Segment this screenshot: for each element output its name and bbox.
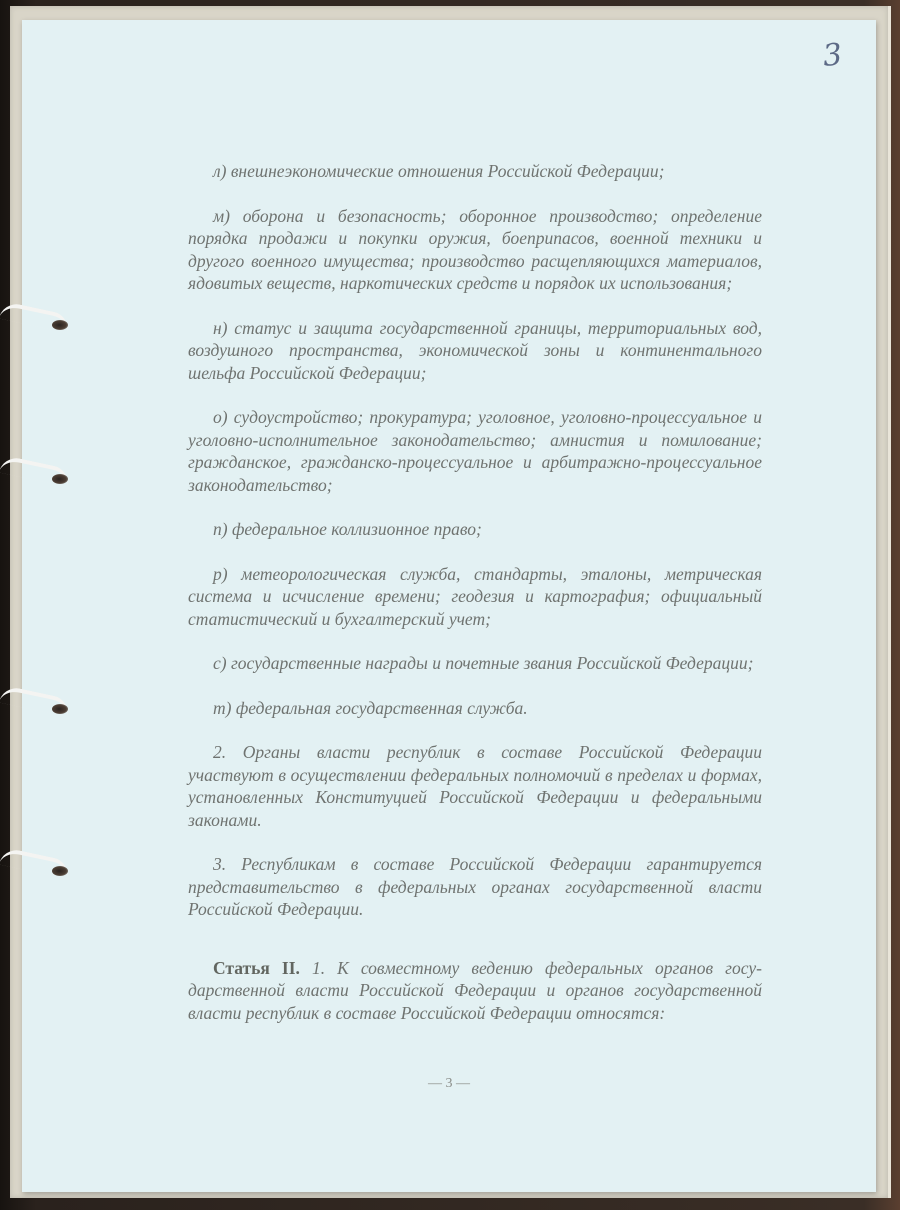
punch-hole <box>52 704 68 714</box>
paragraph-s: с) государственные награды и почетные звания Российской Федерации; <box>213 653 754 673</box>
paragraph-o: о) судоустройство; прокуратура; уголовное, уголовно-процессуальное и уголовно-исполнительное законодательство; амнистия и помилование; гражданское, гражданско-процессуальное и арбитражно-процессуальное законодательство; <box>188 407 762 495</box>
paragraph-3: 3. Республикам в составе Российской Федерации гарантируется представительство в федеральных органах государственной власти Российской Федерации. <box>188 854 762 919</box>
document-page <box>22 20 876 1192</box>
paragraph-2: 2. Органы власти республик в составе Российской Федерации участвуют в осуществлении федеральных полномочий в пределах и формах, установленных Конституцией Российской Федерации и федеральными законами. <box>188 742 762 830</box>
punch-hole <box>52 320 68 330</box>
page-number: — 3 — <box>428 1076 470 1091</box>
punch-hole <box>52 866 68 876</box>
document-body <box>188 160 762 1046</box>
paragraph-l: л) внешнеэкономические отношения Российской Федерации; <box>213 161 665 181</box>
article-text: 1. К совместному ведению федеральных органов государственной власти Российской Федерации и органов государственной власти республик в составе Российской Федерации относятся: <box>188 957 762 1023</box>
paragraph-r: р) метеорологическая служба, стандарты, эталоны, метрическая система и исчисление времени; геодезия и картография; официальный статистический и бухгалтерский учет; <box>188 563 762 629</box>
paragraph-p: п) федеральное коллизионное право; <box>213 519 482 539</box>
punch-hole <box>52 474 68 484</box>
handwritten-folio-number: 3 <box>821 37 844 74</box>
article-label: Статья II. <box>213 957 300 978</box>
article-paragraph <box>188 957 762 1025</box>
paragraph-m: м) оборона и безопасность; оборонное производство; определение порядка продажи и покупки оружия, боеприпасов, военной техники и другого военного имущества; производство расщепляющихся материалов, ядовитых веществ, наркотических средств и порядок их использования; <box>188 205 762 293</box>
paragraph-t: т) федеральная государственная служба. <box>213 697 528 718</box>
paragraph-n: н) статус и защита государственной границы, территориальных вод, воздушного пространства, экономической зоны и континентального шельфа Российской Федерации; <box>188 317 762 383</box>
